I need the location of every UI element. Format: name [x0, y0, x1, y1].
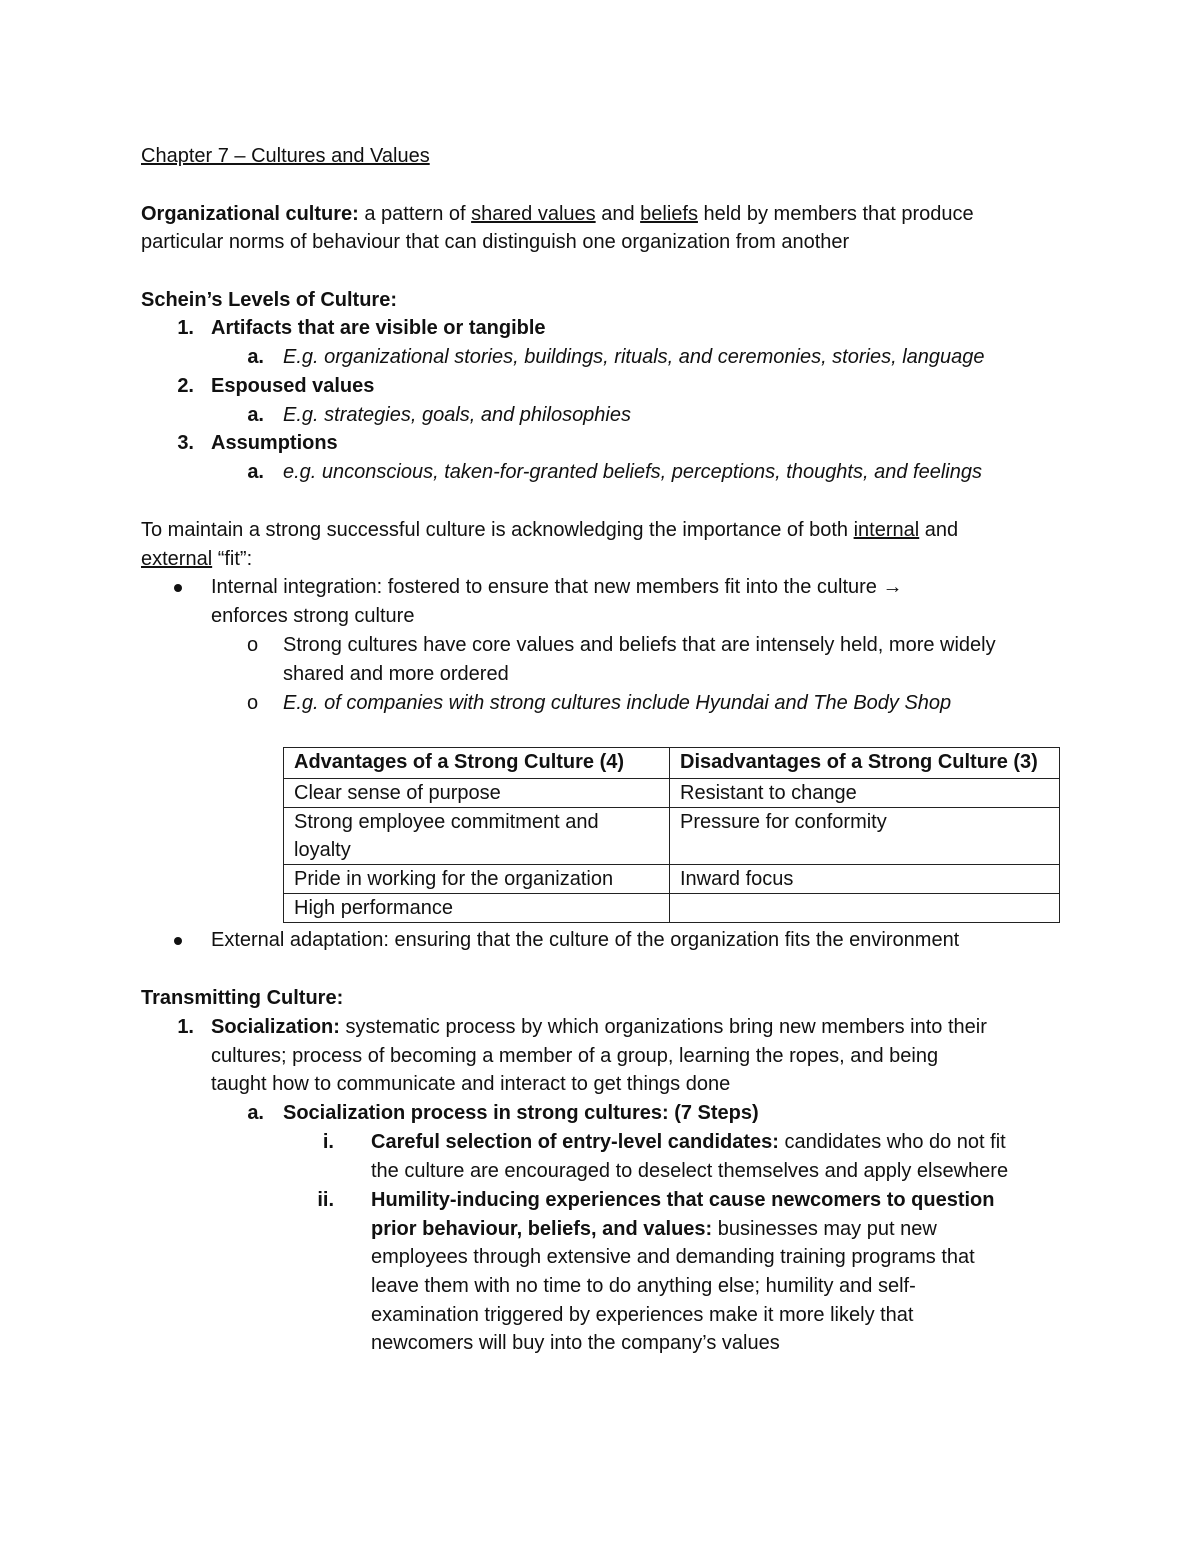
arrow-right-icon: →: [882, 576, 903, 598]
strong-cultures-line2: shared and more ordered: [283, 663, 509, 685]
table-row: [284, 865, 1060, 894]
org-culture-term: Organizational culture:: [141, 203, 359, 225]
step-1-line1: [371, 1128, 1006, 1157]
shared-values-underlined: shared values: [471, 203, 596, 225]
step-2-text: businesses may put new: [712, 1218, 937, 1240]
list-roman: i.: [322, 1131, 334, 1153]
schein-level-2: Espoused values: [211, 375, 375, 397]
internal-underlined: internal: [853, 519, 920, 541]
socialization-process-heading: Socialization process in strong cultures: (7 Steps): [283, 1102, 759, 1124]
circle-bullet-icon: o: [247, 692, 259, 714]
beliefs-underlined: beliefs: [640, 203, 698, 225]
step-1-term: Careful selection of entry-level candidates:: [371, 1131, 779, 1153]
schein-heading: Schein’s Levels of Culture:: [141, 289, 397, 311]
strong-cultures-line1: Strong cultures have core values and beliefs that are intensely held, more widely: [283, 634, 996, 656]
step-2-term-line2: prior behaviour, beliefs, and values:: [371, 1218, 713, 1240]
org-culture-definition: [141, 200, 974, 229]
internal-integration-text: Internal integration: fostered to ensure that new members fit into the culture: [211, 576, 883, 598]
step-1-text: candidates who do not fit: [778, 1131, 1006, 1153]
table-cell: Resistant to change: [670, 779, 1060, 808]
org-culture-text: held by members that produce: [697, 203, 974, 225]
socialization-line3: taught how to communicate and interact to get things done: [211, 1073, 731, 1095]
schein-level-1: Artifacts that are visible or tangible: [211, 317, 546, 339]
schein-level-3: Assumptions: [211, 432, 338, 454]
list-letter: a.: [247, 404, 264, 426]
step-2-term-line1: Humility-inducing experiences that cause newcomers to question: [371, 1189, 995, 1211]
list-letter: a.: [247, 1102, 264, 1124]
maintain-paragraph-line1: [141, 516, 958, 545]
list-number: 3.: [177, 432, 194, 454]
step-2-line3: employees through extensive and demanding training programs that: [371, 1246, 975, 1268]
strong-culture-table: [283, 747, 1060, 923]
bullet-icon: [174, 584, 182, 592]
maintain-text: To maintain a strong successful culture is acknowledging the importance of both: [141, 519, 854, 541]
socialization-line1: [211, 1013, 987, 1042]
org-culture-line2: particular norms of behaviour that can distinguish one organization from another: [141, 231, 850, 253]
socialization-line2: cultures; process of becoming a member of a group, learning the ropes, and being: [211, 1045, 939, 1067]
schein-level-3-example: e.g. unconscious, taken-for-granted beliefs, perceptions, thoughts, and feelings: [283, 461, 982, 483]
table-cell: High performance: [284, 894, 670, 923]
list-letter: a.: [247, 461, 264, 483]
schein-level-2-example: E.g. strategies, goals, and philosophies: [283, 404, 631, 426]
table-row: [284, 894, 1060, 923]
table-cell: Strong employee commitment and loyalty: [284, 808, 670, 865]
table-cell: Clear sense of purpose: [284, 779, 670, 808]
table-header-disadvantages: Disadvantages of a Strong Culture (3): [670, 748, 1060, 779]
internal-integration-line2: enforces strong culture: [211, 605, 415, 627]
step-1-line2: the culture are encouraged to deselect themselves and apply elsewhere: [371, 1160, 1009, 1182]
internal-integration-line1: [211, 573, 902, 602]
socialization-text: systematic process by which organizations bring new members into their: [339, 1016, 987, 1038]
maintain-text: “fit”:: [212, 548, 253, 570]
table-header-row: [284, 748, 1060, 779]
table-cell: Inward focus: [670, 865, 1060, 894]
table-cell: [670, 894, 1060, 923]
table-cell: Pride in working for the organization: [284, 865, 670, 894]
table-header-advantages: Advantages of a Strong Culture (4): [284, 748, 670, 779]
transmitting-heading: Transmitting Culture:: [141, 987, 344, 1009]
external-underlined: external: [141, 548, 213, 570]
socialization-term: Socialization:: [211, 1016, 340, 1038]
table-cell: Pressure for conformity: [670, 808, 1060, 865]
page-title: Chapter 7 – Cultures and Values: [141, 145, 430, 167]
list-letter: a.: [247, 346, 264, 368]
circle-bullet-icon: o: [247, 634, 259, 656]
maintain-text: and: [919, 519, 959, 541]
step-2-line4: leave them with no time to do anything else; humility and self-: [371, 1275, 916, 1297]
maintain-paragraph-line2: [141, 545, 252, 574]
table-row: [284, 779, 1060, 808]
step-2-line5: examination triggered by experiences make it more likely that: [371, 1304, 914, 1326]
table-row: [284, 808, 1060, 865]
org-culture-text: a pattern of: [358, 203, 472, 225]
step-2-line6: newcomers will buy into the company’s values: [371, 1332, 780, 1354]
bullet-icon: [174, 937, 182, 945]
external-adaptation: External adaptation: ensuring that the culture of the organization fits the environment: [211, 929, 960, 951]
list-number: 1.: [177, 1016, 194, 1038]
list-number: 2.: [177, 375, 194, 397]
list-number: 1.: [177, 317, 194, 339]
schein-level-1-example: E.g. organizational stories, buildings, rituals, and ceremonies, stories, language: [283, 346, 985, 368]
step-2-line2: [371, 1215, 937, 1244]
org-culture-text: and: [595, 203, 641, 225]
strong-cultures-example: E.g. of companies with strong cultures include Hyundai and The Body Shop: [283, 692, 952, 714]
list-roman: ii.: [317, 1189, 334, 1211]
